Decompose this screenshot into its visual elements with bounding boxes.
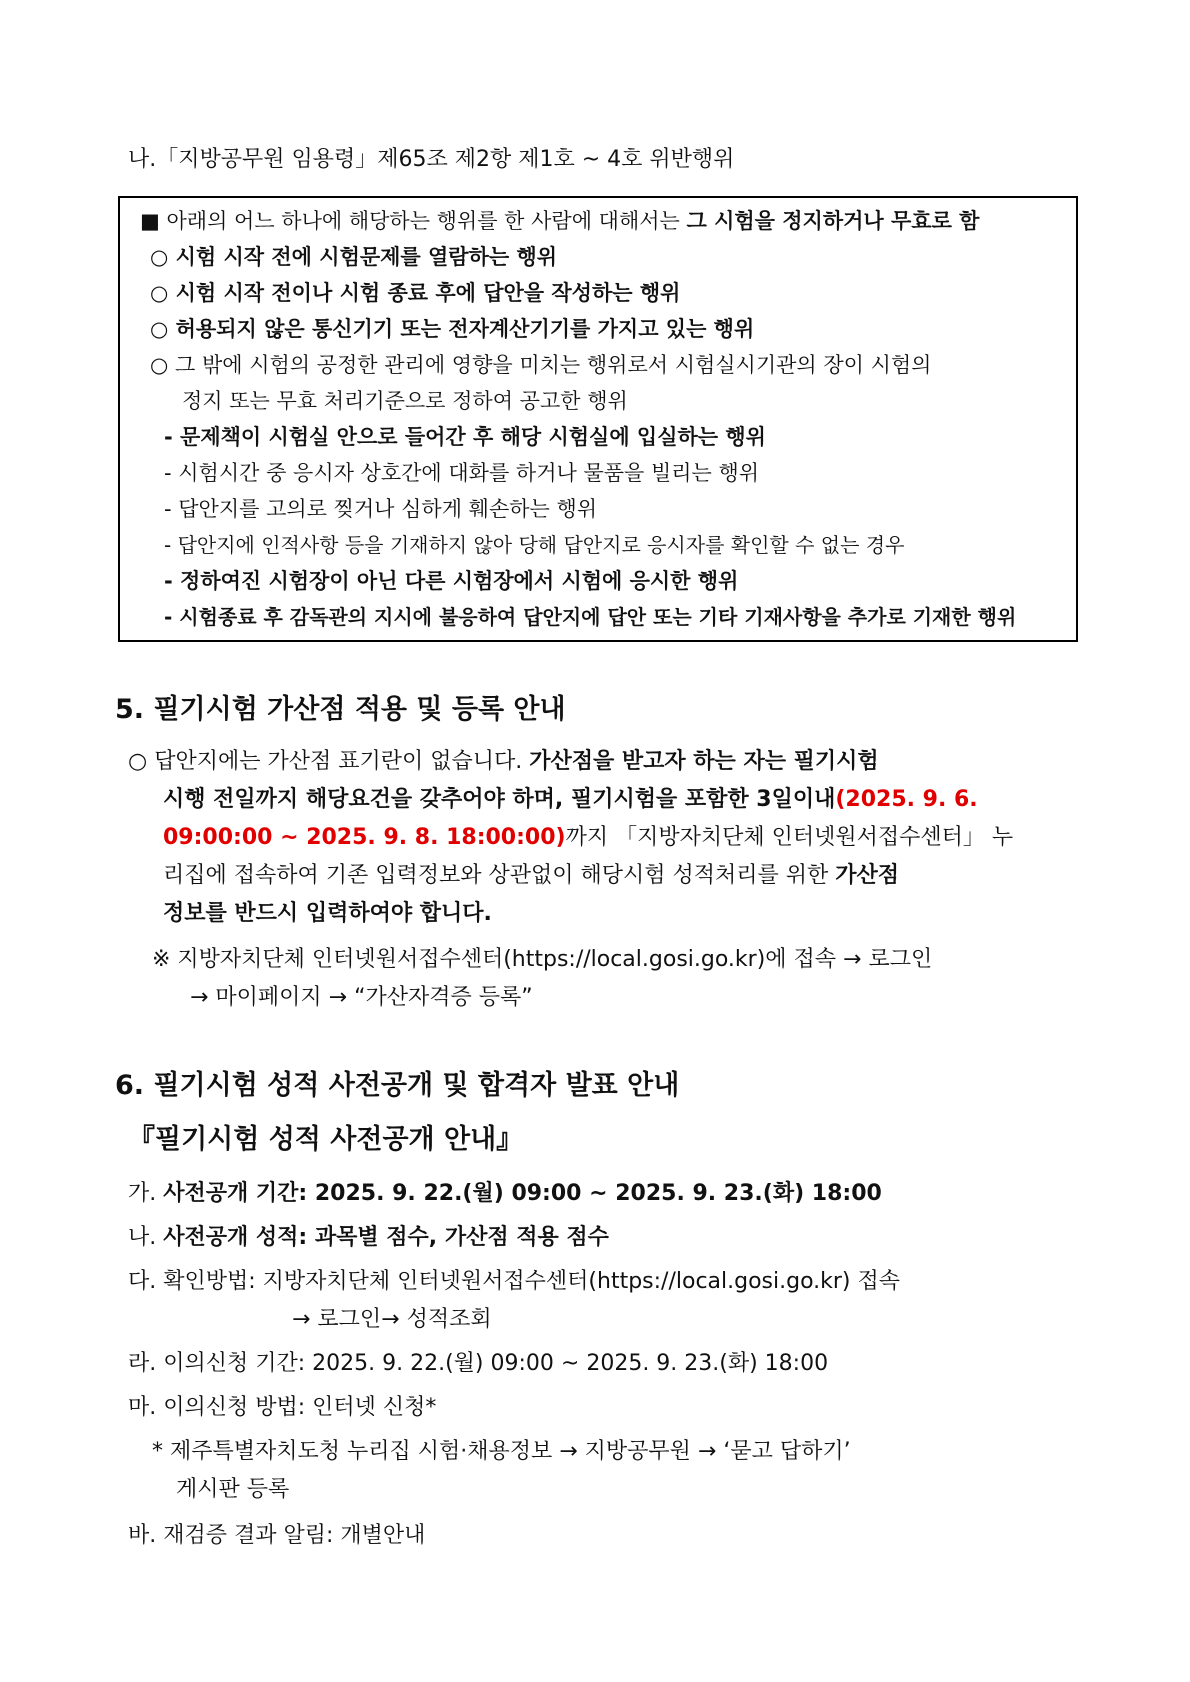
section5-date-range: 09:00:00 ~ 2025. 9. 8. 18:00:00) [163, 825, 566, 850]
section5-date-range: (2025. 9. 6. [835, 787, 978, 812]
box-dash-item: - 문제책이 시험실 안으로 들어간 후 해당 시험실에 입실하는 행위 [164, 425, 766, 449]
box-intro [140, 206, 979, 236]
section6-item-na [128, 1222, 609, 1254]
section5-para-line4 [163, 860, 899, 892]
box-intro-text: ■ 아래의 어느 하나에 해당하는 행위를 한 사람에 대해서는 [140, 209, 687, 233]
section5-para-line5: 정보를 반드시 입력하여야 합니다. [163, 901, 492, 926]
box-circle-item: ○ 허용되지 않은 통신기기 또는 전자계산기기를 가지고 있는 행위 [150, 317, 755, 341]
section5-note-cont: → 마이페이지 → “가산자격증 등록” [190, 985, 533, 1010]
section6-title: 6. 필기시험 성적 사전공개 및 합격자 발표 안내 [115, 1070, 680, 1101]
item-text: 사전공개 성적: 과목별 점수, 가산점 적용 점수 [163, 1225, 609, 1250]
section6-item-ma-note: * 제주특별자치도청 누리집 시험·채용정보 → 지방공무원 → ‘묻고 답하기’ [152, 1439, 851, 1464]
section6-item-ga [128, 1178, 882, 1210]
section5-text-bold: 시행 전일까지 해당요건을 갖추어야 하며, 필기시험을 포함한 3일이내 [163, 787, 836, 812]
section5-text: 리집에 접속하여 기존 입력정보와 상관없이 해당시험 성적처리를 위한 [163, 863, 836, 888]
box-dash-item: - 시험시간 중 응시자 상호간에 대화를 하거나 물품을 빌리는 행위 [164, 461, 760, 485]
box-dash-item: - 답안지에 인적사항 등을 기재하지 않아 당해 답안지로 응시자를 확인할 수 없는 경우 [164, 533, 905, 557]
section5-text-bold: 가산점 [835, 863, 900, 888]
section6-subtitle: 『필기시험 성적 사전공개 안내』 [128, 1124, 524, 1155]
section6-item-ba: 바. 재검증 결과 알림: 개별안내 [128, 1523, 426, 1548]
box-dash-item: - 정하여진 시험장이 아닌 다른 시험장에서 시험에 응시한 행위 [164, 569, 739, 593]
item-label: 나. [128, 1225, 164, 1250]
section6-item-ra: 라. 이의신청 기간: 2025. 9. 22.(월) 09:00 ~ 2025. 9. 23.(화) 18:00 [128, 1351, 829, 1376]
box-dash-item: - 시험종료 후 감독관의 지시에 불응하여 답안지에 답안 또는 기타 기재사항을 추가로 기재한 행위 [164, 605, 1017, 629]
section5-title: 5. 필기시험 가산점 적용 및 등록 안내 [115, 694, 566, 725]
box-circle-item-cont: 정지 또는 무효 처리기준으로 정하여 공고한 행위 [182, 389, 628, 413]
section6-item-ma: 마. 이의신청 방법: 인터넷 신청* [128, 1395, 437, 1420]
section5-text: ○ 답안지에는 가산점 표기란이 없습니다. [128, 749, 530, 774]
section6-item-ma-note-cont: 게시판 등록 [176, 1477, 290, 1502]
section5-note: ※ 지방자치단체 인터넷원서접수센터(https://local.gosi.go.kr)에 접속 → 로그인 [152, 947, 933, 972]
section5-para-line2 [163, 784, 978, 816]
box-circle-item: ○ 시험 시작 전이나 시험 종료 후에 답안을 작성하는 행위 [150, 281, 681, 305]
item-text: 사전공개 기간: 2025. 9. 22.(월) 09:00 ~ 2025. 9. 23.(화) 18:00 [163, 1181, 882, 1206]
section5-text: 까지 「지방자치단체 인터넷원서접수센터」 누 [565, 825, 1014, 850]
box-intro-bold: 그 시험을 정지하거나 무효로 함 [686, 209, 980, 233]
item-label: 가. [128, 1181, 164, 1206]
section5-text-bold: 가산점을 받고자 하는 자는 필기시험 [529, 749, 879, 774]
box-circle-item: ○ 시험 시작 전에 시험문제를 열람하는 행위 [150, 245, 558, 269]
box-dash-item: - 답안지를 고의로 찢거나 심하게 훼손하는 행위 [164, 497, 598, 521]
section-na-heading: 나.「지방공무원 임용령」제65조 제2항 제1호 ~ 4호 위반행위 [128, 147, 735, 172]
section5-para-line3 [163, 822, 1013, 854]
section6-item-da: 다. 확인방법: 지방자치단체 인터넷원서접수센터(https://local.gosi.go.kr) 접속 [128, 1269, 901, 1294]
section5-para-line1 [128, 746, 879, 778]
section6-item-da-cont: → 로그인→ 성적조회 [292, 1307, 492, 1332]
violation-box [118, 196, 1078, 642]
box-circle-item: ○ 그 밖에 시험의 공정한 관리에 영향을 미치는 행위로서 시험실시기관의 장이 시험의 [150, 353, 932, 377]
